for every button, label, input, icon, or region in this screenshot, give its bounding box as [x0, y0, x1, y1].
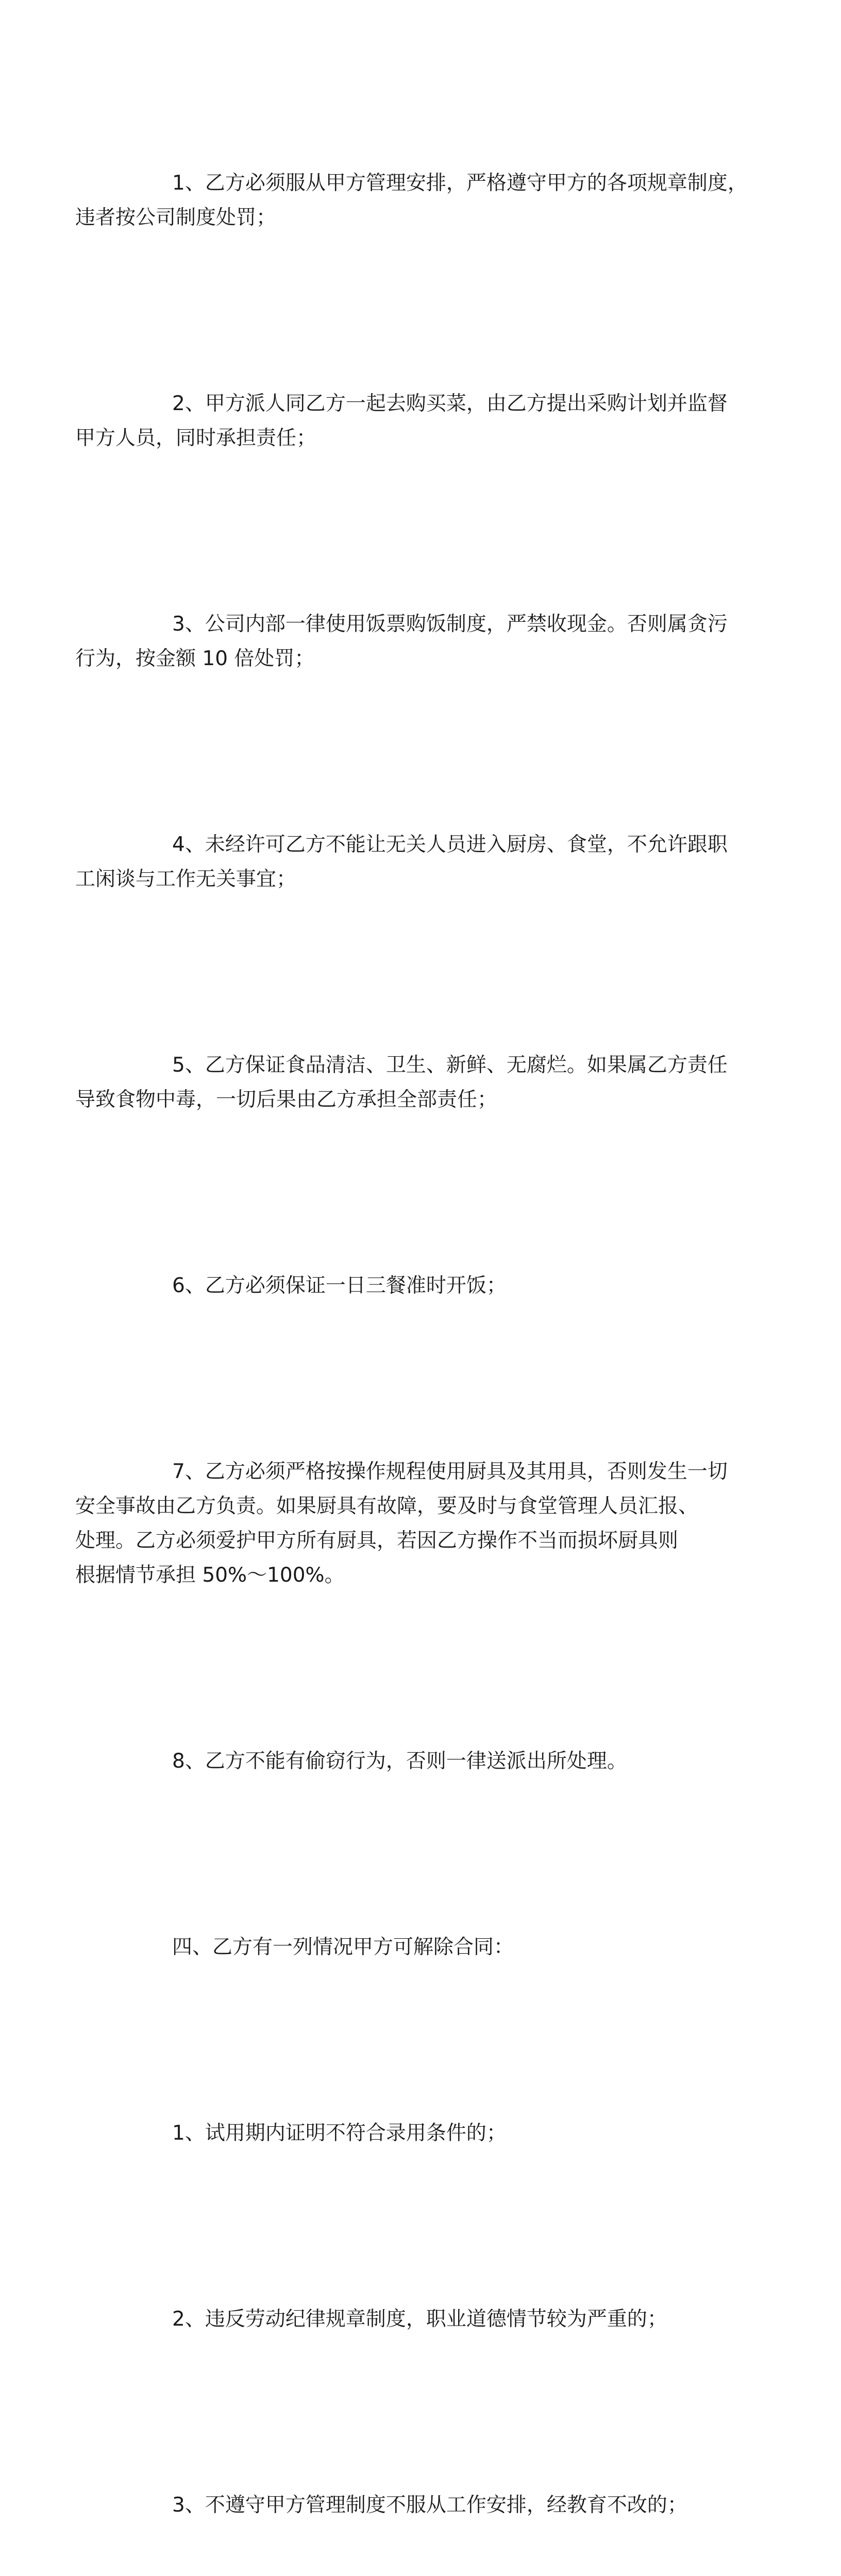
paragraph-9 — [124, 2047, 716, 2219]
paragraph-line: 安全事故由乙方负责。如果厨具有故障，要及时与食堂管理人员汇报、 — [75, 1495, 699, 1518]
paragraph-5 — [75, 979, 728, 1186]
paragraph-8 — [124, 1675, 716, 1848]
section-heading-4 — [124, 1861, 716, 2033]
paragraph-10 — [124, 2233, 716, 2405]
paragraph-line: 2、违反劳动纪律规章制度，职业道德情节较为严重的； — [172, 2308, 667, 2331]
paragraph-line: 四、乙方有一列情况甲方可解除合同： — [172, 1936, 514, 1959]
paragraph-line: 1、乙方必须服从甲方管理安排，严格遵守甲方的各项规章制度， — [172, 172, 748, 195]
paragraph-line: 3、公司内部一律使用饭票购饭制度，严禁收现金。否则属贪污 — [172, 613, 728, 636]
paragraph-line: 4、未经许可乙方不能让无关人员进入厨房、食堂，不允许跟职 — [172, 833, 728, 856]
paragraph-line: 处理。乙方必须爱护甲方所有厨具，若因乙方操作不当而损坏厨具则 — [75, 1529, 679, 1552]
paragraph-line: 1、试用期内证明不符合录用条件的； — [172, 2122, 507, 2145]
paragraph-line: 6、乙方必须保证一日三餐准时开饭； — [172, 1274, 507, 1297]
paragraph-3 — [75, 538, 728, 745]
paragraph-line: 工闲谈与工作无关事宜； — [75, 868, 297, 891]
paragraph-line: 行为，按金额 10 倍处罚； — [75, 647, 315, 670]
paragraph-line: 2、甲方派人同乙方一起去购买菜，由乙方提出采购计划并监督 — [172, 392, 728, 415]
paragraph-line: 8、乙方不能有偷窃行为，否则一律送派出所处理。 — [172, 1750, 627, 1773]
paragraph-line: 违者按公司制度处罚； — [75, 206, 277, 229]
document-body — [75, 97, 748, 2576]
paragraph-line: 甲方人员，同时承担责任； — [75, 427, 317, 450]
paragraph-11 — [124, 2419, 716, 2576]
paragraph-2 — [75, 317, 728, 524]
paragraph-line: 3、不遵守甲方管理制度不服从工作安排，经教育不改的； — [172, 2494, 687, 2517]
paragraph-6 — [124, 1199, 716, 1372]
paragraph-1 — [75, 97, 748, 304]
paragraph-line: 7、乙方必须严格按操作规程使用厨具及其用具，否则发生一切 — [172, 1460, 728, 1483]
paragraph-line: 根据情节承担 50%～100%。 — [75, 1564, 345, 1587]
paragraph-line: 5、乙方保证食品清洁、卫生、新鲜、无腐烂。如果属乙方责任 — [172, 1054, 728, 1077]
paragraph-line: 导致食物中毒，一切后果由乙方承担全部责任； — [75, 1088, 498, 1111]
paragraph-4 — [75, 758, 728, 965]
paragraph-7 — [75, 1385, 728, 1662]
